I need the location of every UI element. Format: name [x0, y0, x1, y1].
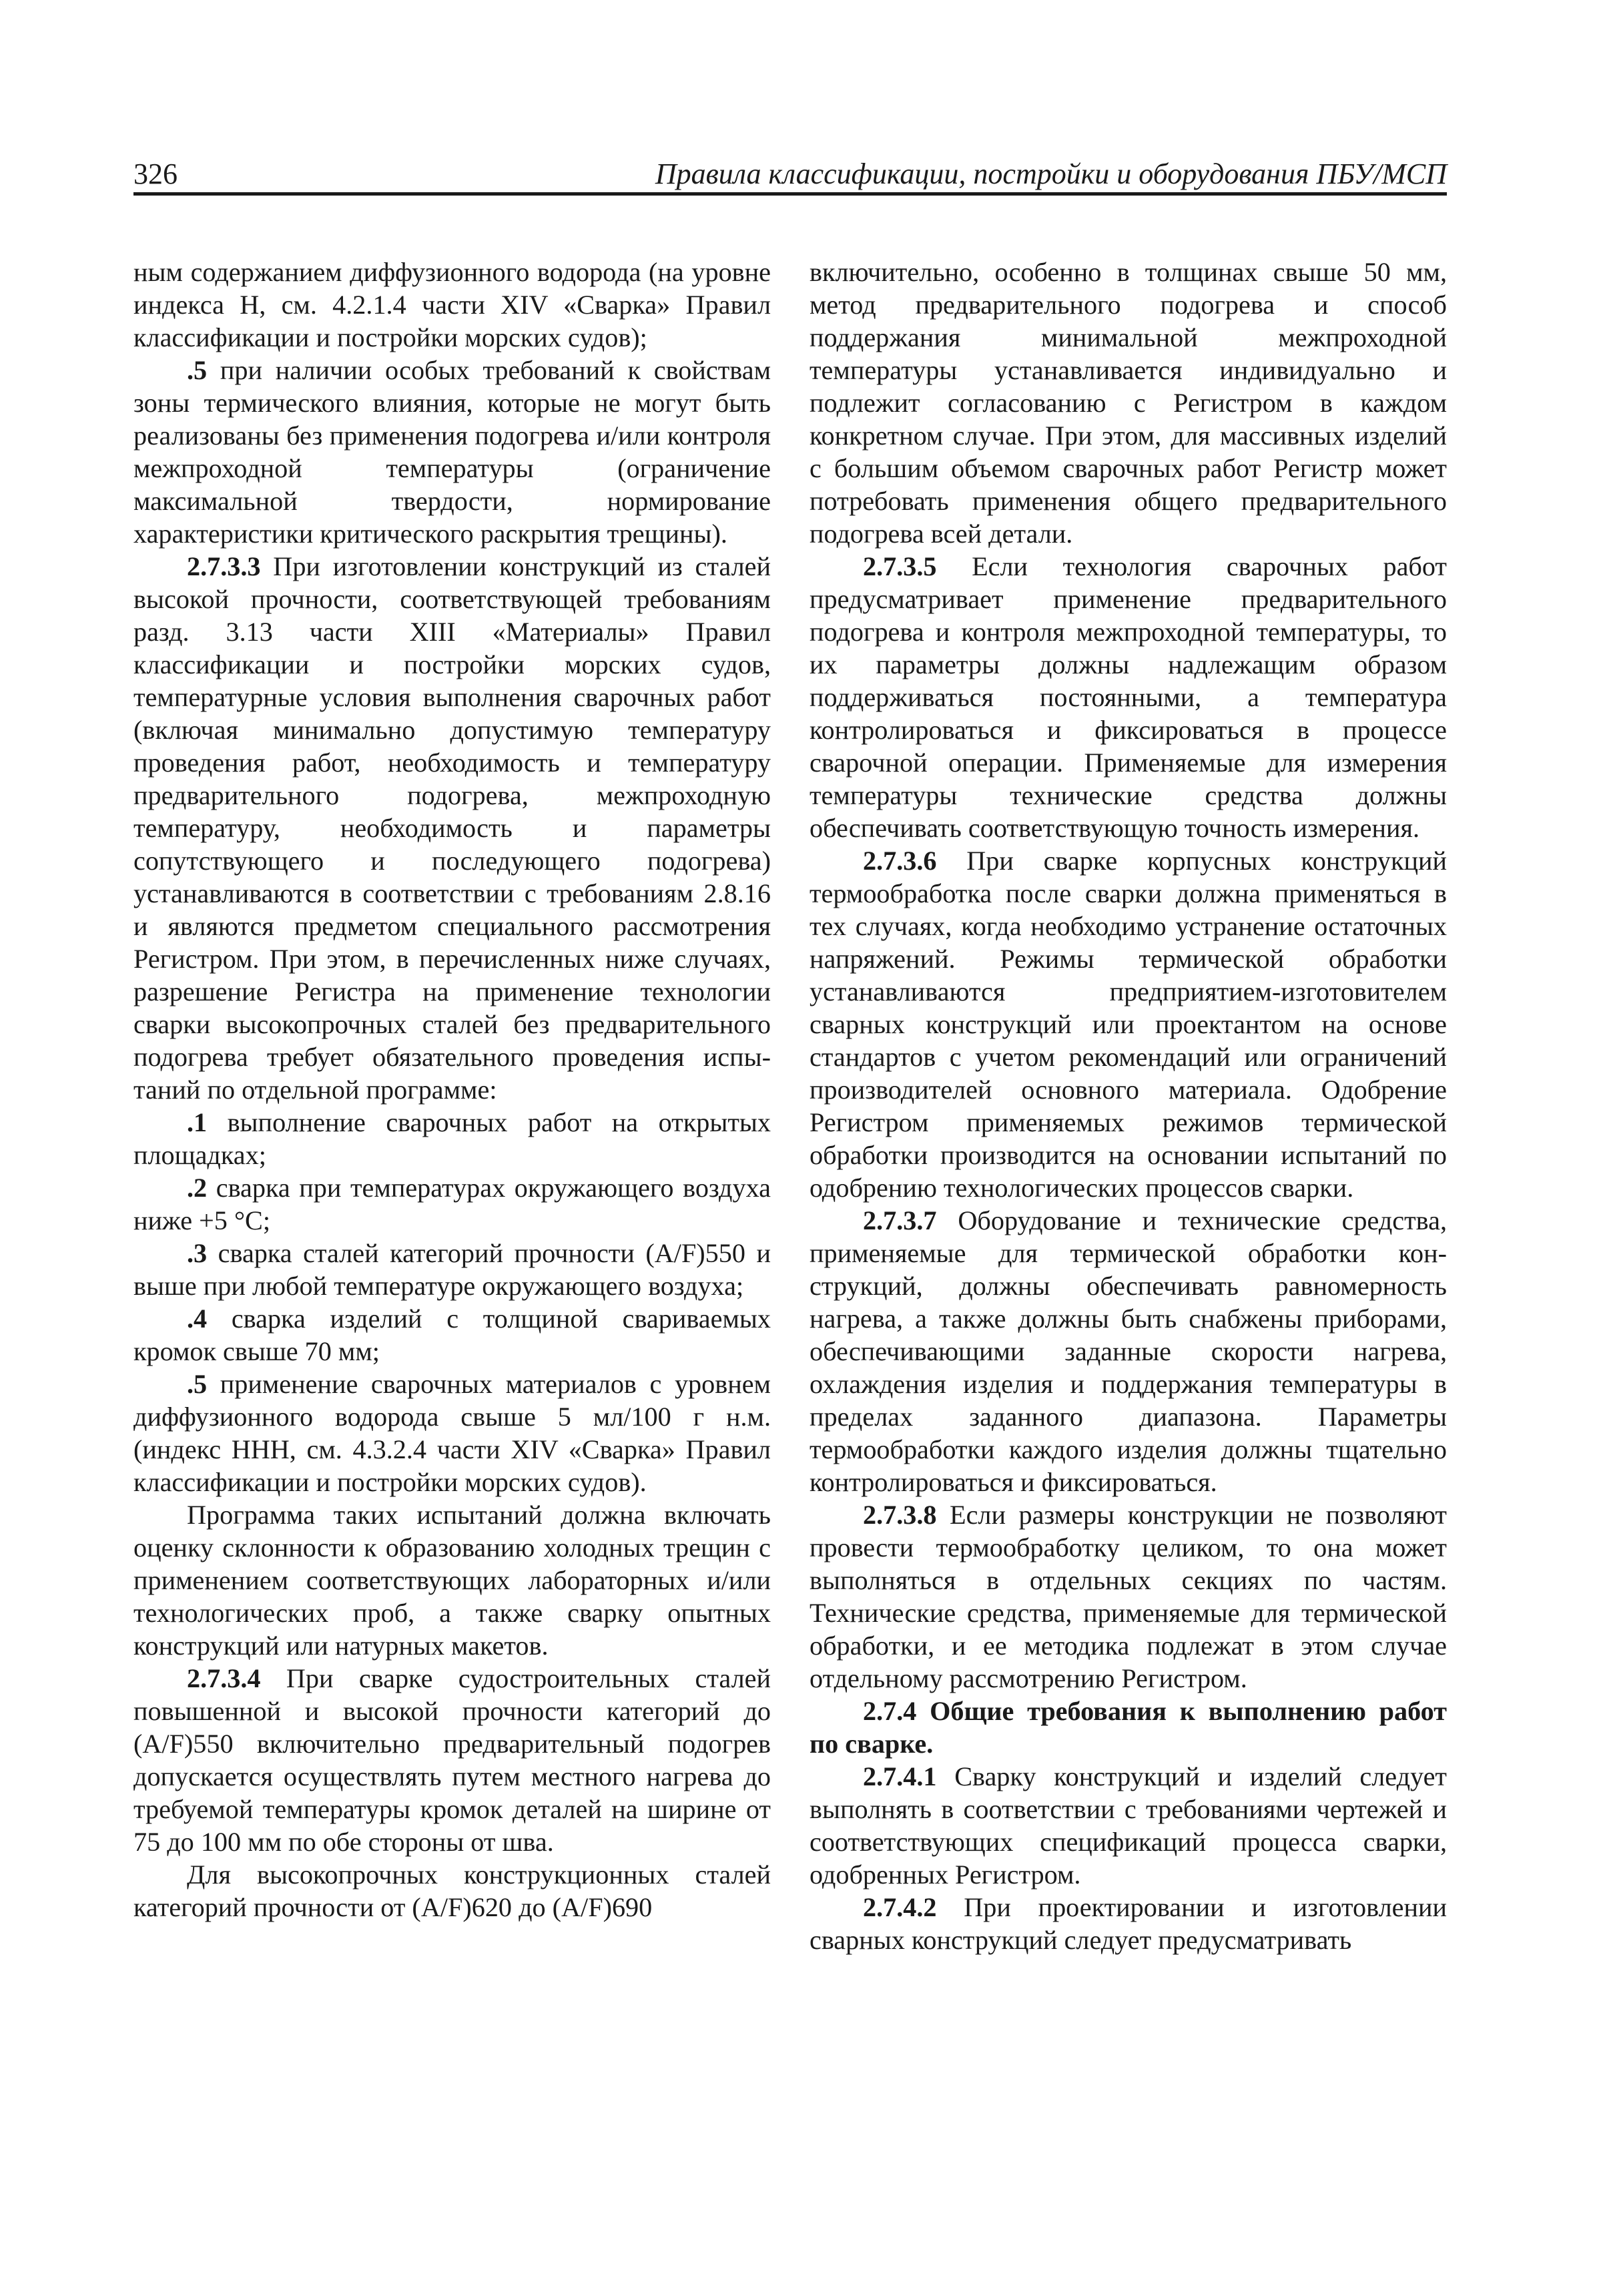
- paragraph: ным содержанием диффузионного водорода (на уровне индекса H, см. 4.2.1.4 части XIV «Сварка» Правил классификации и постройки морских судов);: [133, 257, 771, 352]
- running-title: Правила классификации, постройки и оборудования ПБУ/МСП: [655, 158, 1447, 190]
- paragraph: 2.7.4.2 При проектировании и изготовлении сварных конструкций следует предусматривать: [810, 1892, 1447, 1955]
- paragraph: Программа таких испытаний должна включать оценку склонности к образованию холодных трещин с применением соответствующих лабораторных и/или технологических проб, а также сварку опытных конструкций или натурных макетов.: [133, 1500, 771, 1661]
- paragraph: 2.7.3.6 При сварке корпусных конструкций термообработка после сварки должна применяться в тех случаях, когда необходимо устранение остаточных напряжений. Режимы термической обработки устанавливаются предприятием-изготовителем сварных конструкций или проектантом на основе стандартов с учетом рекомендаций или ограничений производителей основного материала. Одобрение Регистром применяемых режимов термической обработки производится на основании испытаний по одобрению технологических процессов сварки.: [810, 846, 1447, 1203]
- section-heading: 2.7.4 Общие требования к выполнению работ по сварке.: [810, 1696, 1447, 1759]
- paragraph: .5 при наличии особых требований к свойствам зоны термического влияния, которые не могут быть реализованы без применения подогрева и/или контроля межпроходной температуры (ограничение максимальной твердости, нормирование характеристики критического раскрытия трещины).: [133, 355, 771, 549]
- paragraph: 2.7.3.8 Если размеры конструкции не позволяют провести термообработку целиком, то она может выполняться в отдельных секциях по частям. Технические средства, применяемые для термической обработки, и ее методика подлежат в этом случае отдельному рассмотрению Регистром.: [810, 1500, 1447, 1693]
- paragraph: 2.7.3.3 При изготовлении конструкций из сталей высокой прочности, соответствующей требованиям разд. 3.13 части XIII «Материалы» Правил классификации и постройки морских судов, температурные условия выполнения сварочных работ (включая минимально допустимую температуру проведения работ, необходимость и температуру предварительного подогрева, межпроходную температуру, необходимость и параметры сопутствующего и последующего подогрева) устанавливаются в соответствии с требованиям 2.8.16 и являются предметом специального рассмотрения Регистром. При этом, в перечисленных ниже случаях, разрешение Регистра на применение технологии сварки высокопрочных сталей без предварительного подогрева требует обязательного проведения испытаний по отдельной программе:: [133, 551, 771, 1105]
- paragraph: .3 сварка сталей категорий прочности (A/F)550 и выше при любой температуре окружающего воздуха;: [133, 1238, 771, 1301]
- paragraph: .2 сварка при температурах окружающего воздуха ниже +5 °C;: [133, 1173, 771, 1235]
- paragraph: включительно, особенно в толщинах свыше 50 мм, метод предварительного подогрева и способ поддержания минимальной межпроходной температуры устанавливается индивидуально и подлежит согласованию с Регистром в каждом конкретном случае. При этом, для массивных изделий с большим объемом сварочных работ Регистр может потребовать применения общего предварительного подогрева всей детали.: [810, 257, 1447, 549]
- paragraph: .4 сварка изделий с толщиной свариваемых кромок свыше 70 мм;: [133, 1304, 771, 1366]
- page-header: [133, 148, 1447, 196]
- paragraph: .5 применение сварочных материалов с уровнем диффузионного водорода свыше 5 мл/100 г н.м. (индекс HHH, см. 4.3.2.4 части XIV «Сварка» Правил классификации и постройки морских судов).: [133, 1369, 771, 1497]
- paragraph: Для высокопрочных конструкционных сталей категорий прочности от (A/F)620 до (A/F)690: [133, 1859, 771, 1922]
- paragraph: 2.7.3.7 Оборудование и технические средства, применяемые для термической обработки конструкций, должны обеспечивать равномерность нагрева, а также должны быть снабжены приборами, обеспечивающими заданные скорости нагрева, охлаждения изделия и поддержания температуры в пределах заданного диапазона. Параметры термообработки каждого изделия должны тщательно контролироваться и фиксироваться.: [810, 1205, 1447, 1497]
- left-column: [133, 256, 771, 1924]
- paragraph: 2.7.3.4 При сварке судостроительных сталей повышенной и высокой прочности категорий до (A/F)550 включительно предварительный подогрев допускается осуществлять путем местного нагрева до требуемой температуры кромок деталей на ширине от 75 до 100 мм по обе стороны от шва.: [133, 1663, 771, 1857]
- paragraph: .1 выполнение сварочных работ на открытых площадках;: [133, 1107, 771, 1170]
- paragraph: 2.7.4.1 Сварку конструкций и изделий следует выполнять в соответствии с требованиями чертежей и соответствующих спецификаций процесса сварки, одобренных Регистром.: [810, 1761, 1447, 1890]
- right-column: [810, 256, 1447, 1956]
- paragraph: 2.7.3.5 Если технология сварочных работ предусматривает применение предварительного подогрева и контроля межпроходной температуры, то их параметры должны надлежащим образом поддерживаться постоянными, а температура контролироваться и фиксироваться в процессе сварочной операции. Применяемые для измерения температуры технические средства должны обеспечивать соответствующую точность измерения.: [810, 551, 1447, 843]
- page-number: 326: [133, 158, 178, 190]
